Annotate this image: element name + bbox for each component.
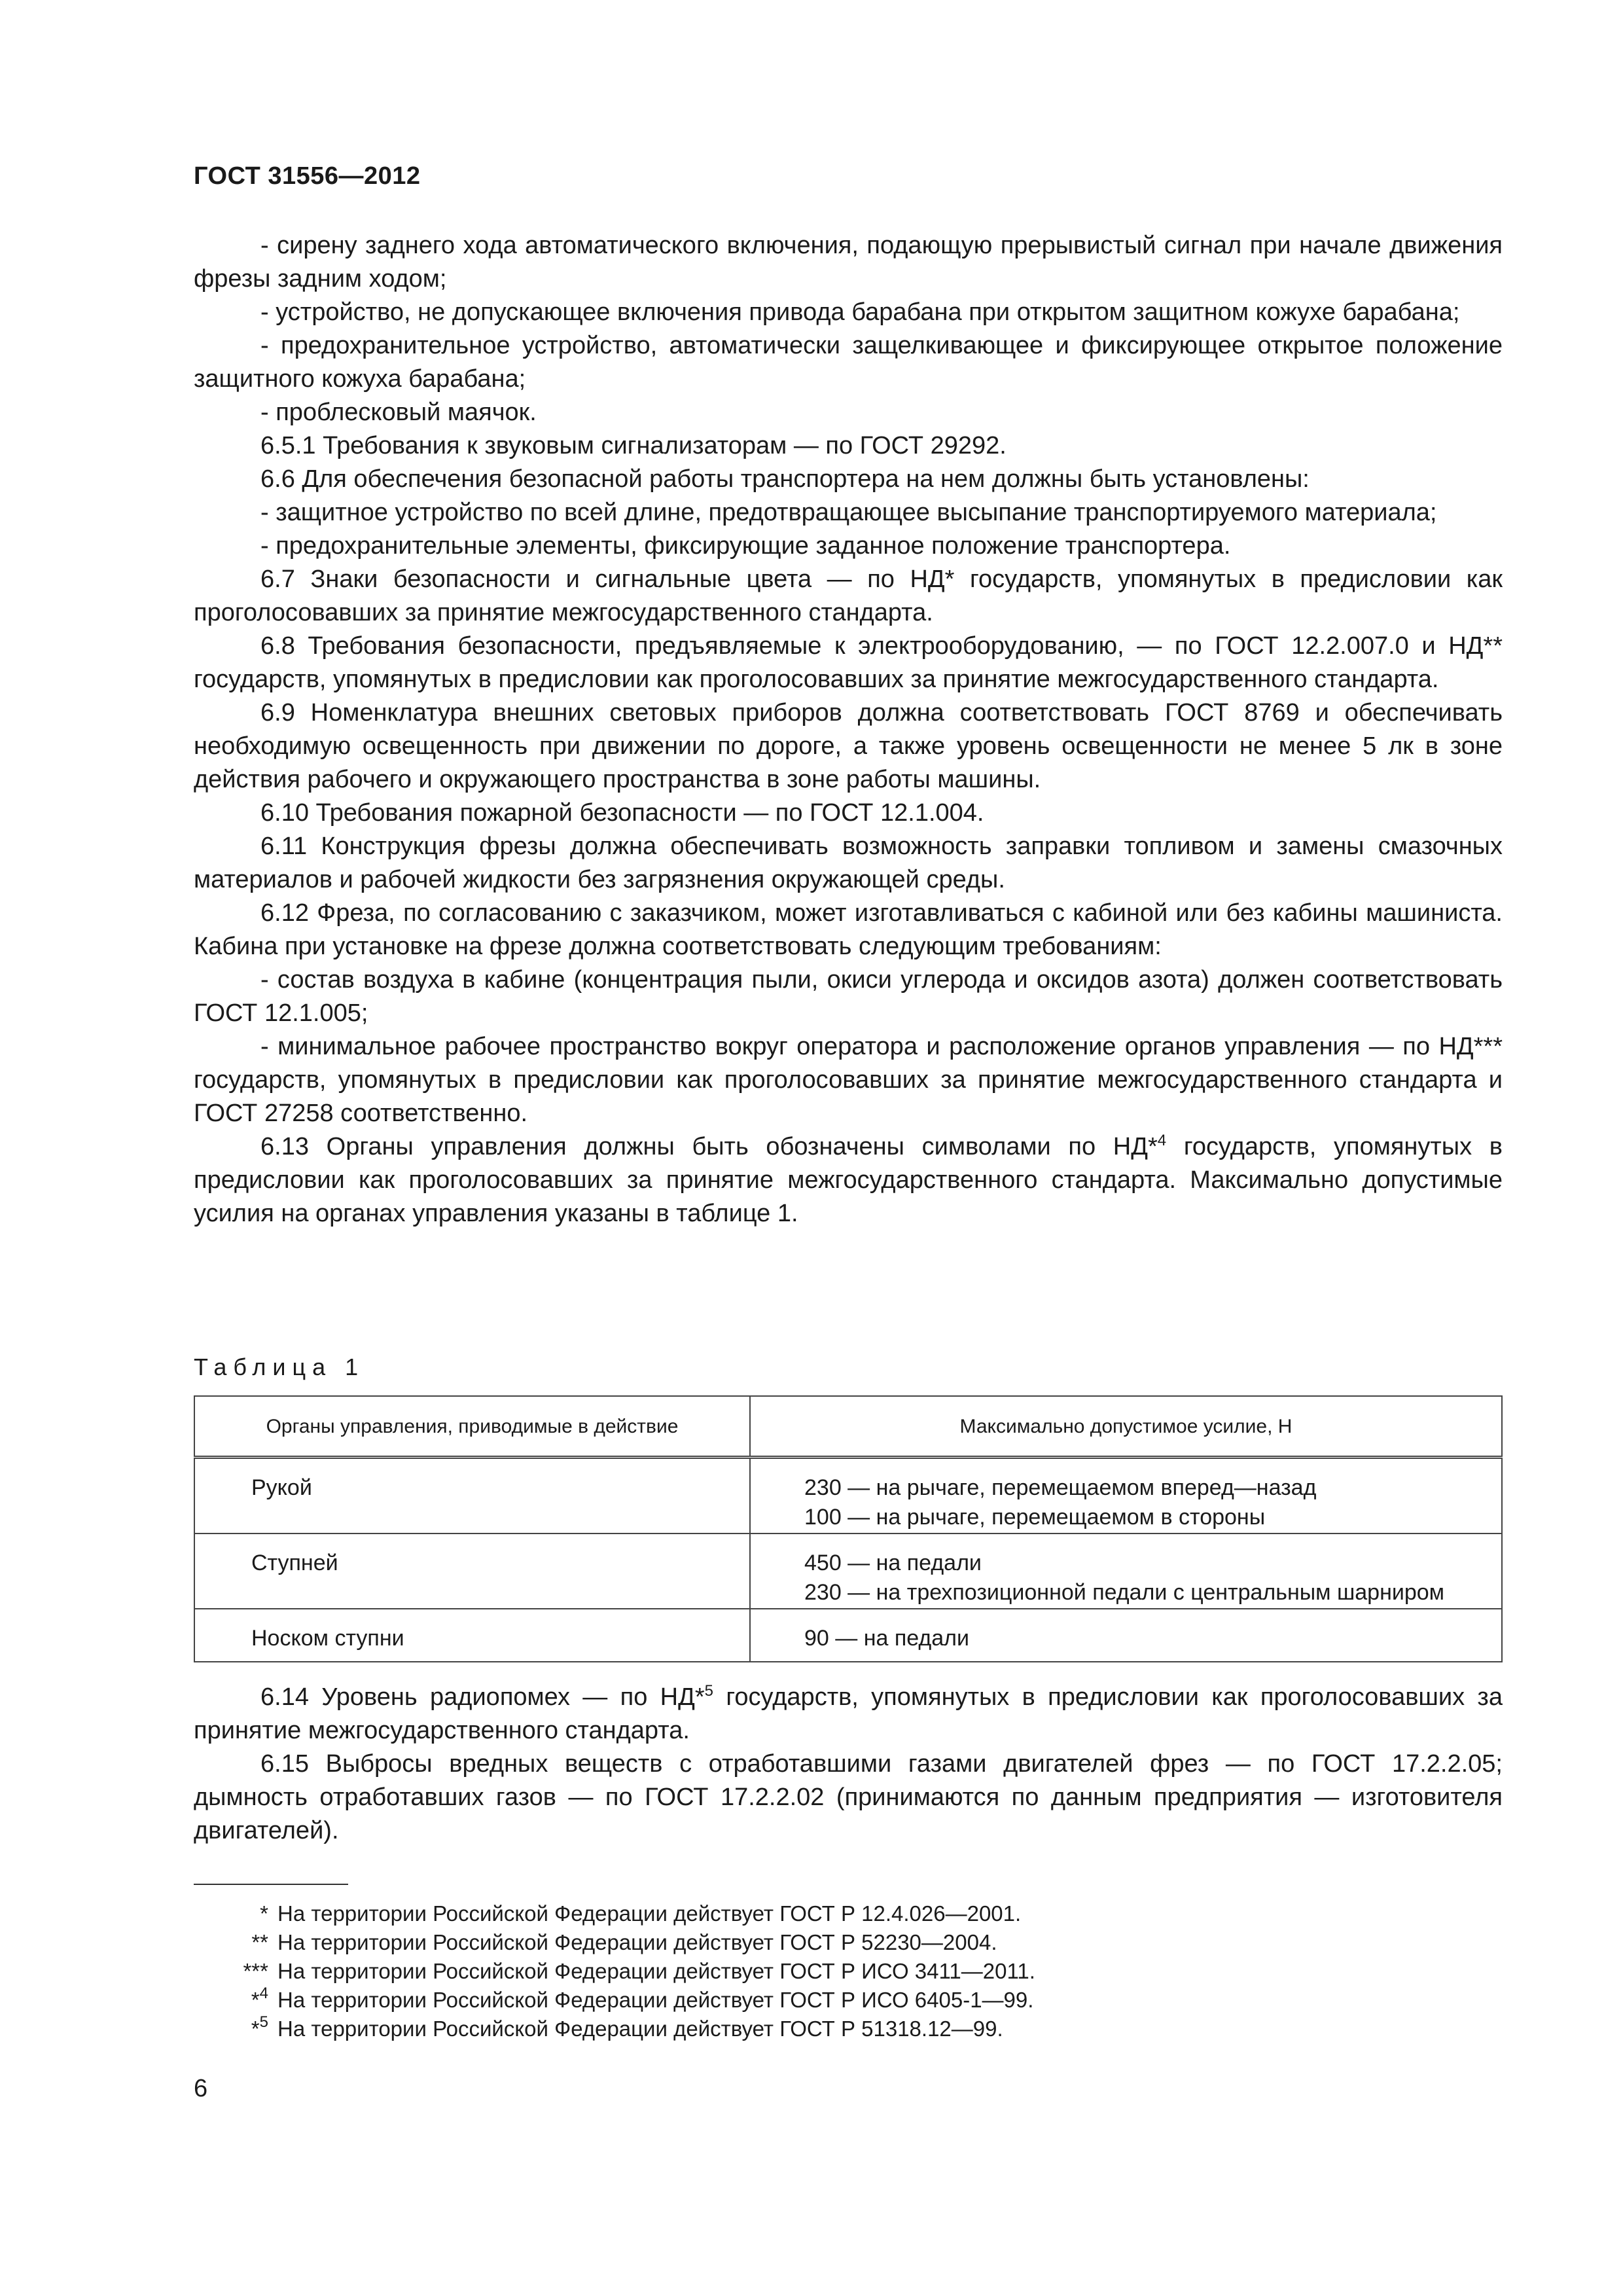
paragraph-text: государств, упомянутых в предисловии как проголосовавших за принятие межгосударственного стандарта. Максимально допустимые усилия на органах управления указаны в таблице 1. [194, 1133, 1503, 1227]
paragraph: 6.7 Знаки безопасности и сигнальные цвета — по НД* государств, упомянутых в предисловии как проголосовавших за принятие межгосударственного стандарта. [194, 565, 1503, 626]
footnote-text: На территории Российской Федерации действует ГОСТ Р 52230—2004. [277, 1930, 997, 1954]
paragraph-text: 6.13 Органы управления должны быть обозначены символами по НД* [260, 1133, 1158, 1160]
paragraph: - предохранительное устройство, автоматически защелкивающее и фиксирующее открытое положение защитного кожуха барабана; [194, 332, 1503, 393]
table-row [194, 1534, 1502, 1609]
footnote [194, 1986, 1035, 2015]
paragraph: 6.8 Требования безопасности, предъявляемые к электрооборудованию, — по ГОСТ 12.2.007.0 и НД** государств, упомянутых в предисловии как проголосовавших за принятие межгосударственного стандарта. [194, 632, 1503, 693]
table-cell-force [750, 1609, 1502, 1662]
paragraph: 6.12 Фреза, по согласованию с заказчиком, может изготавливаться с кабиной или без кабины машиниста. Кабина при установке на фрезе должна соответствовать следующим требованиям: [194, 899, 1503, 960]
table-header-controls: Органы управления, приводимые в действие [194, 1396, 750, 1458]
paragraph-6-15: 6.15 Выбросы вредных веществ с отработавшими газами двигателей фрез — по ГОСТ 17.2.2.05; дымность отработавших газов — по ГОСТ 17.2.2.02 (принимаются по данным предприятия — изготовителя двигателей). [194, 1750, 1503, 1844]
paragraph: 6.6 Для обеспечения безопасной работы транспортера на нем должны быть установлены: [260, 465, 1310, 493]
paragraph: 6.9 Номенклатура внешних световых приборов должна соответствовать ГОСТ 8769 и обеспечивать необходимую освещенность при движении по дороге, а также уровень освещенности не менее 5 лк в зоне действия рабочего и окружающего пространства в зоне работы машины. [194, 699, 1503, 793]
paragraph: - защитное устройство по всей длине, предотвращающее высыпание транспортируемого материала; [260, 499, 1437, 526]
table-cell-control: Носком ступни [194, 1609, 750, 1662]
footnote-ref: 5 [704, 1682, 714, 1700]
document-header: ГОСТ 31556—2012 [194, 162, 421, 190]
table-cell-force [750, 1534, 1502, 1609]
footnotes [194, 1899, 1035, 2043]
paragraph: - состав воздуха в кабине (концентрация пыли, окиси углерода и оксидов азота) должен соответствовать ГОСТ 12.1.005; [194, 966, 1503, 1027]
footnote-text: На территории Российской Федерации действует ГОСТ Р ИСО 3411—2011. [277, 1959, 1035, 1983]
table-cell-control: Ступней [194, 1534, 750, 1609]
footnote-mark: * [260, 1901, 268, 1926]
footnote [194, 1957, 1035, 1986]
footnote [194, 2015, 1035, 2043]
footnote-text: На территории Российской Федерации действует ГОСТ Р ИСО 6405-1—99. [277, 1988, 1034, 2012]
paragraph-text: государств, упомянутых в предисловии как проголосовавших за принятие межгосударственного стандарта. [194, 1683, 1503, 1744]
footnote [194, 1899, 1035, 1928]
paragraph-6-13 [194, 1130, 1503, 1230]
footnote [194, 1928, 1035, 1957]
paragraph: - устройство, не допускающее включения привода барабана при открытом защитном кожухе барабана; [260, 298, 1460, 326]
paragraph: 6.11 Конструкция фрезы должна обеспечивать возможность заправки топливом и замены смазочных материалов и рабочей жидкости без загрязнения окружающей среды. [194, 833, 1503, 893]
table-cell-force [750, 1458, 1502, 1534]
paragraph: 6.10 Требования пожарной безопасности — по ГОСТ 12.1.004. [260, 799, 984, 827]
paragraph: - сирену заднего хода автоматического включения, подающую прерывистый сигнал при начале движения фрезы задним ходом; [194, 232, 1503, 293]
paragraph: - проблесковый маячок. [260, 399, 537, 426]
footnote-ref: 4 [1157, 1132, 1167, 1149]
footnote-text: На территории Российской Федерации действует ГОСТ Р 12.4.026—2001. [277, 1901, 1022, 1926]
paragraph: 6.5.1 Требования к звуковым сигнализаторам — по ГОСТ 29292. [260, 432, 1007, 459]
table-cell-control: Рукой [194, 1458, 750, 1534]
body-text-top [194, 229, 1503, 1230]
force-line: 450 — на педали [804, 1551, 982, 1575]
table-row [194, 1458, 1502, 1534]
paragraph: - предохранительные элементы, фиксирующие заданное положение транспортера. [260, 532, 1231, 560]
table-header-force: Максимально допустимое усилие, Н [750, 1396, 1502, 1458]
paragraph: - минимальное рабочее пространство вокруг оператора и расположение органов управления — по НД*** государств, упомянутых в предисловии как проголосовавших за принятие межгосударственного стандарта и ГОСТ 27258 соответственно. [194, 1033, 1503, 1127]
force-line: 230 — на рычаге, перемещаемом вперед—назад [804, 1475, 1317, 1500]
paragraph-text: 6.14 Уровень радиопомех — по НД* [260, 1683, 705, 1711]
page-number: 6 [194, 2075, 208, 2102]
table-row [194, 1609, 1502, 1662]
force-line: 230 — на трехпозиционной педали с центральным шарниром [804, 1580, 1445, 1605]
footnote-divider [194, 1884, 348, 1885]
table-caption: Таблица 1 [194, 1354, 365, 1380]
force-line: 90 — на педали [804, 1626, 969, 1651]
paragraph-6-14 [194, 1681, 1503, 1748]
body-text-bottom [194, 1681, 1503, 1848]
footnote-mark: *** [243, 1959, 268, 1983]
controls-table [194, 1395, 1503, 1662]
force-line: 100 — на рычаге, перемещаемом в стороны [804, 1505, 1266, 1530]
footnote-text: На территории Российской Федерации действует ГОСТ Р 51318.12—99. [277, 2017, 1003, 2041]
footnote-mark: *$^4$ [251, 1984, 268, 2012]
footnote-mark: ** [251, 1930, 268, 1954]
footnote-mark: *$^5$ [251, 2013, 268, 2041]
